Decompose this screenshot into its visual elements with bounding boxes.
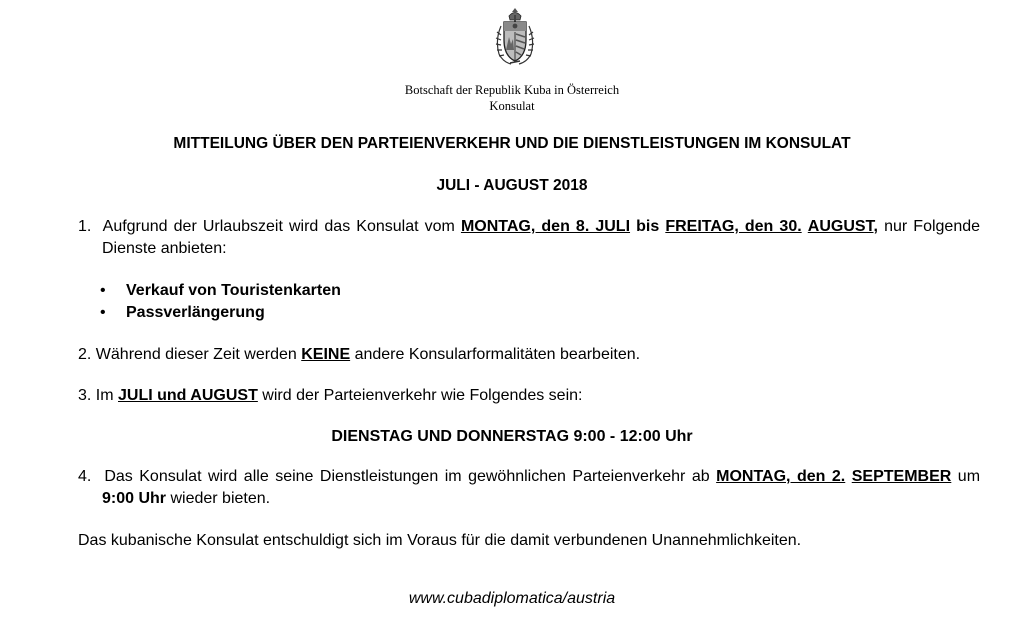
date-to: FREITAG, den 30. — [665, 218, 802, 235]
item-1-number: 1. — [78, 218, 92, 235]
item-4-number: 4. — [78, 468, 92, 485]
reopen-time: 9:00 Uhr — [102, 490, 167, 507]
notice-title: MITTEILUNG ÜBER DEN PARTEIENVERKEHR UND DIE DIENSTLEISTUNGEN IM KONSULAT — [173, 135, 851, 152]
reopen-date: MONTAG, den 2. — [716, 468, 846, 485]
item-4-paragraph: 4. Das Konsulat wird alle seine Dienstleistungen im gewöhnlichen Parteienverkehr ab MONTAG, den 2. SEPTEMBER um 9:00 Uhr wieder bieten. — [78, 468, 981, 507]
footer-website: www.cubadiplomatica/austria — [408, 590, 616, 607]
item-3-number: 3. — [78, 387, 92, 404]
office-hours: DIENSTAG UND DONNERSTAG 9:00 - 12:00 Uhr — [331, 428, 693, 445]
coat-of-arms-icon — [489, 6, 541, 68]
item-1-paragraph: 1. Aufgrund der Urlaubszeit wird das Konsulat vom MONTAG, den 8. JULI bis FREITAG, den 30. AUGUST, nur Folgende Dienste anbieten: — [78, 218, 981, 257]
reopen-month: SEPTEMBER — [851, 468, 952, 485]
service-item: • Verkauf von Touristenkarten — [100, 280, 341, 302]
months-emphasis: JULI und AUGUST — [118, 387, 258, 404]
closing-apology: Das kubanische Konsulat entschuldigt sich im Voraus für die damit verbundenen Unannehmlichkeiten. — [78, 532, 802, 549]
notice-subtitle: JULI - AUGUST 2018 — [436, 177, 588, 194]
item-2-number: 2. — [78, 346, 92, 363]
item-2-paragraph: 2. Während dieser Zeit werden KEINE andere Konsularformalitäten bearbeiten. — [78, 346, 641, 363]
keine-emphasis: KEINE — [301, 346, 351, 363]
services-list — [100, 280, 341, 324]
item-3-paragraph: 3. Im JULI und AUGUST wird der Parteienverkehr wie Folgendes sein: — [78, 387, 583, 404]
embassy-name: Botschaft der Republik Kuba in Österreich — [404, 83, 620, 97]
consulate-name: Konsulat — [489, 99, 535, 113]
service-item: • Passverlängerung — [100, 302, 341, 324]
date-to-month: AUGUST, — [807, 218, 878, 235]
date-from: MONTAG, den 8. JULI — [460, 218, 631, 235]
